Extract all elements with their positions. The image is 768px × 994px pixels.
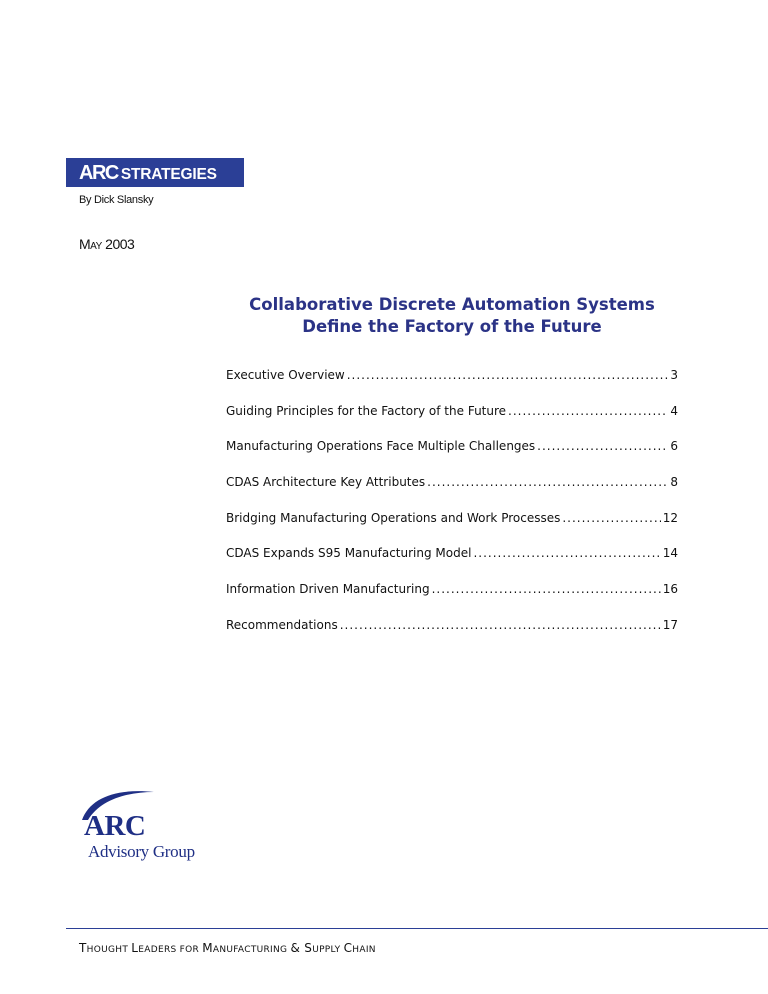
footer-small: UPPLY <box>312 945 344 955</box>
logo-subtitle: Advisory Group <box>88 842 195 861</box>
author-byline: By Dick Slansky <box>79 194 154 206</box>
toc-label: Manufacturing Operations Face Multiple Challenges <box>226 439 536 454</box>
toc-label: Guiding Principles for the Factory of the Future <box>226 403 507 418</box>
title-line-2: Define the Factory of the Future <box>302 317 602 336</box>
table-of-contents <box>226 368 678 654</box>
toc-entry[interactable] <box>226 368 678 404</box>
footer-cap: L <box>131 941 139 955</box>
footer-cap: S <box>304 941 313 955</box>
publication-date <box>79 236 134 254</box>
toc-page-number: 16 <box>662 582 678 597</box>
toc-page-number: 3 <box>670 368 678 382</box>
toc-leader-dots <box>347 368 669 382</box>
toc-entry[interactable] <box>226 618 678 654</box>
footer-cap: & <box>290 941 305 955</box>
banner-arc: ARC <box>79 162 118 184</box>
toc-page-number: 6 <box>670 439 678 454</box>
toc-page-number: 17 <box>662 617 678 632</box>
toc-label: CDAS Architecture Key Attributes <box>226 475 426 490</box>
toc-page-number: 12 <box>662 510 678 525</box>
toc-label: Recommendations <box>226 617 338 632</box>
toc-label: Executive Overview <box>226 368 345 382</box>
document-title <box>226 294 678 338</box>
arc-advisory-group-logo <box>76 786 206 866</box>
banner-strategies: STRATEGIES <box>120 166 217 183</box>
date-rest: AY <box>90 241 102 252</box>
date-year: 2003 <box>101 236 135 252</box>
footer-cap: T <box>79 941 87 955</box>
toc-page-number: 4 <box>670 403 678 418</box>
toc-entry[interactable] <box>226 582 678 618</box>
toc-leader-dots <box>432 582 661 596</box>
toc-label: CDAS Expands S95 Manufacturing Model <box>226 546 472 561</box>
logo-arc-text: ARC <box>84 810 146 842</box>
footer-small: ANUFACTURING <box>212 945 291 955</box>
toc-leader-dots <box>340 618 661 632</box>
toc-entry[interactable] <box>226 475 678 511</box>
footer-small: HAIN <box>352 945 376 955</box>
toc-leader-dots <box>537 439 668 453</box>
toc-entry[interactable] <box>226 511 678 547</box>
footer-small: HOUGHT <box>86 945 132 955</box>
toc-entry[interactable] <box>226 546 678 582</box>
footer-cap: M <box>202 941 213 955</box>
toc-page-number: 8 <box>670 475 678 490</box>
footer-divider <box>66 928 768 929</box>
footer-cap: C <box>343 941 353 955</box>
toc-label: Bridging Manufacturing Operations and Work Processes <box>226 510 561 525</box>
toc-label: Information Driven Manufacturing <box>226 582 430 597</box>
toc-leader-dots <box>562 511 660 525</box>
toc-entry[interactable] <box>226 439 678 475</box>
footer-tagline <box>79 937 376 956</box>
toc-leader-dots <box>473 546 660 560</box>
toc-page-number: 14 <box>662 546 678 561</box>
toc-entry[interactable] <box>226 404 678 440</box>
title-line-1: Collaborative Discrete Automation Systems <box>249 295 655 314</box>
toc-leader-dots <box>508 404 668 418</box>
footer-small: EADERS FOR <box>138 945 203 955</box>
date-initial: M <box>79 236 91 252</box>
toc-leader-dots <box>427 475 668 489</box>
banner-title <box>79 160 217 186</box>
